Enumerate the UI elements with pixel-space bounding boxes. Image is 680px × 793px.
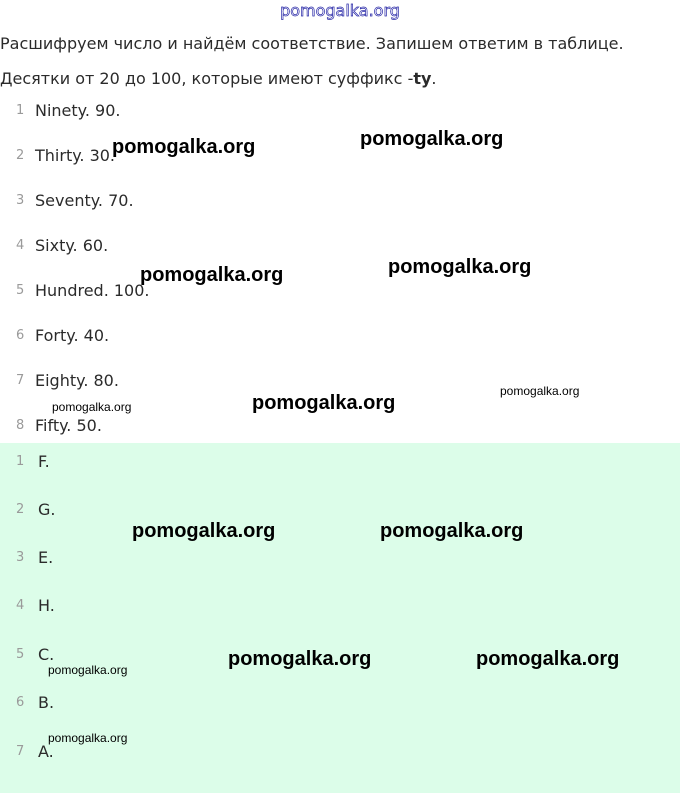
watermark: pomogalka.org	[476, 648, 620, 670]
list-number: 2	[16, 148, 25, 163]
watermark: pomogalka.org	[228, 648, 372, 670]
list-item	[0, 325, 680, 347]
answer-item	[0, 595, 680, 617]
list-item	[0, 145, 680, 167]
watermark: pomogalka.org	[140, 264, 284, 286]
answer-number: 7	[16, 744, 25, 759]
watermark: pomogalka.org	[48, 731, 128, 745]
list-number: 5	[16, 283, 25, 298]
task-text-main: Десятки от 20 до 100, которые имеют суффикс -	[0, 69, 414, 88]
list-text: Ninety. 90.	[35, 101, 121, 120]
watermark: pomogalka.org	[500, 384, 580, 398]
list-text: Thirty. 30.	[35, 146, 116, 165]
watermark: pomogalka.org	[252, 392, 396, 414]
answer-text: B.	[38, 693, 55, 712]
list-text: Forty. 40.	[35, 326, 110, 345]
list-number: 6	[16, 328, 25, 343]
list-text: Seventy. 70.	[35, 191, 134, 210]
watermark: pomogalka.org	[112, 136, 256, 158]
task-text	[0, 68, 680, 90]
list-number: 1	[16, 103, 25, 118]
list-text: Sixty. 60.	[35, 236, 109, 255]
task-suffix: ty	[413, 69, 432, 88]
watermark: pomogalka.org	[132, 520, 276, 542]
answer-item	[0, 451, 680, 473]
intro-text: Расшифруем число и найдём соответствие. Запишем ответим в таблице.	[0, 34, 624, 53]
watermark: pomogalka.org	[360, 128, 504, 150]
answer-number: 2	[16, 502, 25, 517]
answer-item	[0, 547, 680, 569]
answer-text: F.	[38, 452, 50, 471]
answer-number: 4	[16, 598, 25, 613]
answer-number: 6	[16, 695, 25, 710]
list-item	[0, 235, 680, 257]
watermark: pomogalka.org	[380, 520, 524, 542]
watermark: pomogalka.org	[52, 400, 132, 414]
list-text: Fifty. 50.	[35, 416, 102, 435]
answer-text: E.	[38, 548, 54, 567]
answer-item	[0, 499, 680, 521]
answer-number: 1	[16, 454, 25, 469]
answer-text: C.	[38, 645, 55, 664]
list-number: 3	[16, 193, 25, 208]
list-number: 4	[16, 238, 25, 253]
list-number: 7	[16, 373, 25, 388]
answer-number: 3	[16, 550, 25, 565]
list-text: Hundred. 100.	[35, 281, 150, 300]
list-item	[0, 415, 680, 437]
list-item	[0, 100, 680, 122]
watermark: pomogalka.org	[388, 256, 532, 278]
answer-text: H.	[38, 596, 55, 615]
site-header-logo[interactable]: pomogalka.org	[280, 1, 400, 20]
list-item	[0, 190, 680, 212]
answer-item	[0, 692, 680, 714]
answer-text: G.	[38, 500, 56, 519]
answer-text: A.	[38, 742, 54, 761]
task-text-end: .	[431, 69, 437, 88]
list-text: Eighty. 80.	[35, 371, 119, 390]
list-item	[0, 280, 680, 302]
watermark: pomogalka.org	[48, 663, 128, 677]
list-number: 8	[16, 418, 25, 433]
answer-number: 5	[16, 647, 25, 662]
